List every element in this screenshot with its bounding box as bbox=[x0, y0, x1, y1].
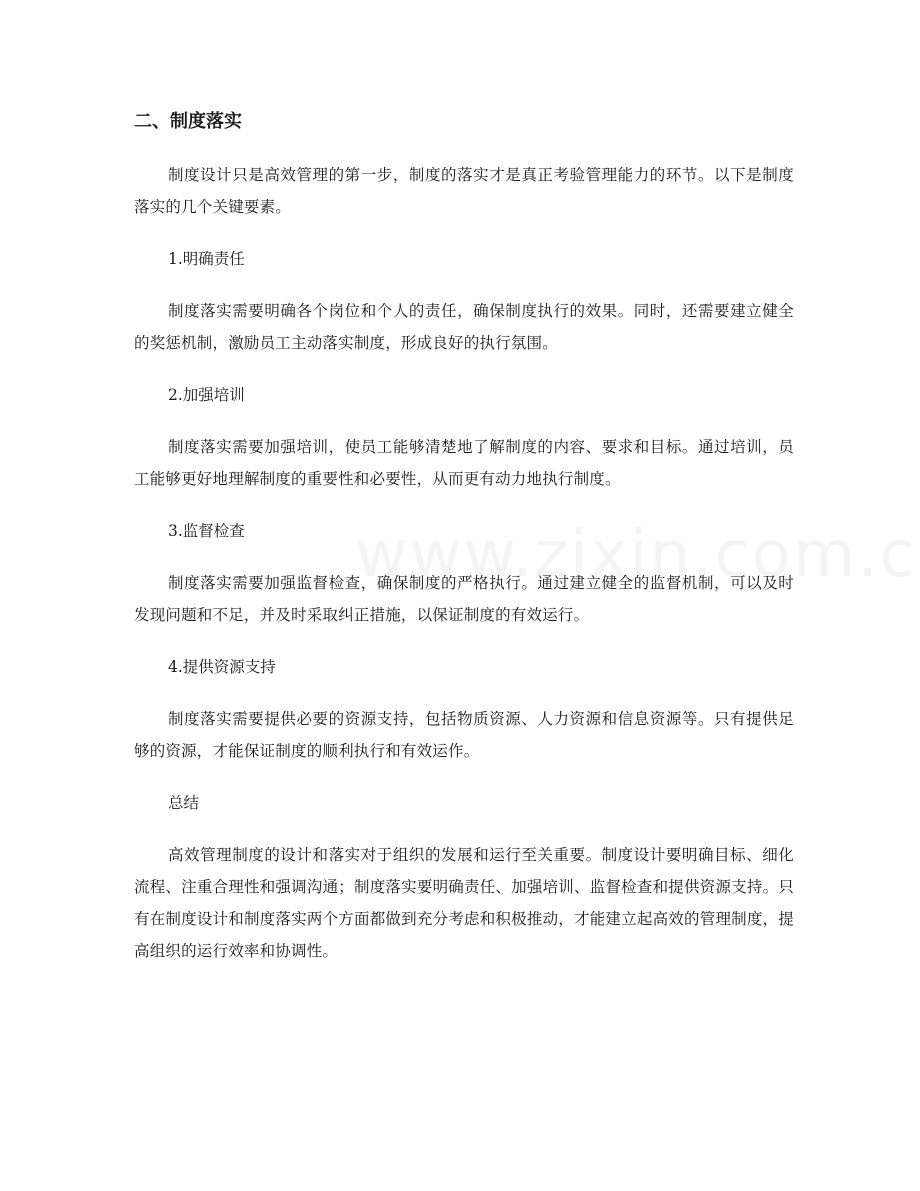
item-body-2: 制度落实需要加强培训，使员工能够清楚地了解制度的内容、要求和目标。通过培训，员工能够更好地理解制度的重要性和必要性，从而更有动力地执行制度。 bbox=[134, 438, 794, 488]
item-body-1: 制度落实需要明确各个岗位和个人的责任，确保制度执行的效果。同时，还需要建立健全的奖惩机制，激励员工主动落实制度，形成良好的执行氛围。 bbox=[134, 302, 794, 352]
item-title-4: 4.提供资源支持 bbox=[168, 658, 276, 676]
item-title-2: 2.加强培训 bbox=[168, 386, 245, 404]
document-body bbox=[134, 104, 794, 987]
item-body-3: 制度落实需要加强监督检查，确保制度的严格执行。通过建立健全的监督机制，可以及时发现问题和不足，并及时采取纠正措施，以保证制度的有效运行。 bbox=[134, 574, 794, 624]
item-title-1: 1.明确责任 bbox=[168, 250, 245, 268]
summary-paragraph: 高效管理制度的设计和落实对于组织的发展和运行至关重要。制度设计要明确目标、细化流程、注重合理性和强调沟通；制度落实要明确责任、加强培训、监督检查和提供资源支持。只有在制度设计和制度落实两个方面都做到充分考虑和积极推动，才能建立起高效的管理制度，提高组织的运行效率和协调性。 bbox=[134, 846, 794, 960]
section-title: 二、制度落实 bbox=[134, 111, 242, 132]
item-title-3: 3.监督检查 bbox=[168, 522, 245, 540]
intro-paragraph: 制度设计只是高效管理的第一步，制度的落实才是真正考验管理能力的环节。以下是制度落实的几个关键要素。 bbox=[134, 166, 794, 216]
summary-title: 总结 bbox=[168, 794, 200, 812]
item-body-4: 制度落实需要提供必要的资源支持，包括物质资源、人力资源和信息资源等。只有提供足够的资源，才能保证制度的顺利执行和有效运作。 bbox=[134, 710, 794, 760]
